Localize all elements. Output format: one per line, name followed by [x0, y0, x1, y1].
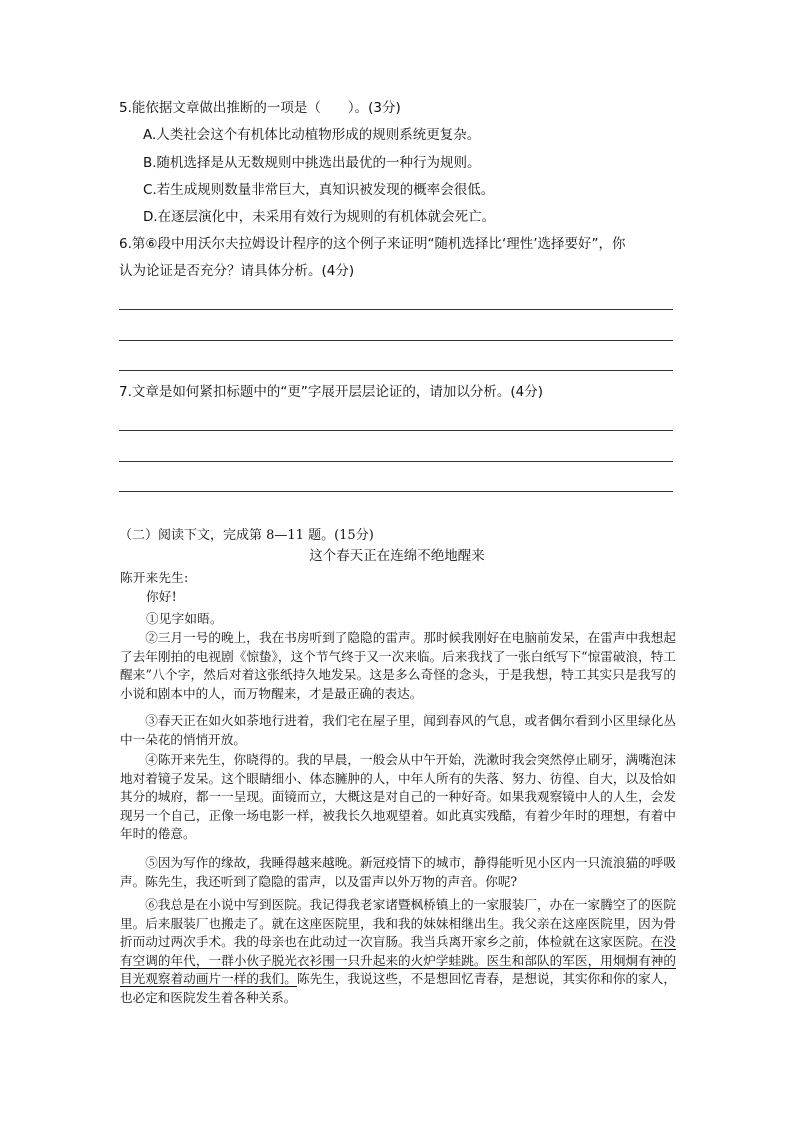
q5-option-d: D.在逐层演化中，未采用有效行为规则的有机体就会死亡。 [143, 209, 496, 225]
answer-line[interactable] [119, 340, 673, 341]
letter-greeting: 你好! [146, 589, 177, 604]
answer-line[interactable] [119, 370, 673, 371]
paragraph-2: ②三月一号的晚上，我在书房听到了隐隐的雷声。那时候我刚好在电脑前发呆，在雷声中我想起了去年刚拍的电视剧《惊蛰》，这个节气终于又一次来临。后来我找了一张白纸写下“惊雷破浪，特工醒来”八个字，然后对着这张纸持久地发呆。这是多么奇怪的念头，于是我想，特工其实只是我写的小说和剧本中的人，而万物醒来，才是最正确的表达。 [120, 630, 676, 701]
q6-stem-line2: 认为论证是否充分？请具体分析。(4分) [119, 263, 355, 279]
answer-line[interactable] [119, 309, 673, 310]
passage-title: 这个春天正在连绵不绝地醒来 [309, 548, 485, 564]
answer-line[interactable] [119, 430, 673, 431]
paragraph-6 [120, 896, 676, 1008]
paragraph-6-text-a: ⑥我总是在小说中写到医院。我记得我老家诸暨枫桥镇上的一家服装厂，办在一家腾空了的医院里。后来服装厂也搬走了。就在这座医院里，我和我的妹妹相继出生。我父亲在这座医院里，因为骨折而动过两次手术。我的母亲也在此动过一次盲肠。我当兵离开家乡之前，体检就在这家医院。 [120, 897, 676, 950]
paragraph-6-text-b: 陈先生，我说这些，不是想回忆青春，是想说，其实你和你的家人，也必定和医院发生着各种关系。 [120, 971, 677, 1005]
answer-line[interactable] [119, 491, 673, 492]
q5-option-a: A.人类社会这个有机体比动植物形成的规则系统更复杂。 [143, 127, 481, 143]
paragraph-5: ⑤因为写作的缘故，我睡得越来越晚。新冠疫情下的城市，静得能听见小区内一只流浪猫的呼吸声。陈先生，我还听到了隐隐的雷声，以及雷声以外万物的声音。你呢? [120, 855, 676, 889]
letter-salutation: 陈开来先生: [120, 570, 189, 585]
q5-option-b: B.随机选择是从无数规则中挑选出最优的一种行为规则。 [143, 155, 481, 171]
paragraph-1: ①见字如晤。 [146, 611, 223, 626]
paragraph-6-underlined: 在没有空调的年代，一群小伙子脱光衣衫围一只升起来的火炉学蛙跳。医生和部队的军医，用炯炯有神的目光观察着动画片一样的我们。 [120, 934, 677, 987]
paragraph-3: ③春天正在如火如荼地行进着，我们宅在屋子里，闻到春风的气息，或者偶尔看到小区里绿化丛中一朵花的悄悄开放。 [120, 713, 676, 747]
q5-option-c: C.若生成规则数量非常巨大，真知识被发现的概率会很低。 [143, 182, 495, 198]
q6-stem-line1: 6.第⑥段中用沃尔夫拉姆设计程序的这个例子来证明“随机选择比‘理性’选择要好”，你 [119, 236, 626, 252]
paragraph-4: ④陈开来先生，你晓得的。我的早晨，一般会从中午开始，洗漱时我会突然停止刷牙，满嘴泡沫地对着镜子发呆。这个眼睛细小、体态臃肿的人，中年人所有的失落、努力、彷徨、自大，以及恰如其分的城府，都一一呈现。面镜而立，大概这是对自己的一种好奇。如果我观察镜中人的人生，会发现另一个自己，正像一场电影一样，被我长久地观望着。如此真实残酷，有着少年时的理想，有着中年时的倦意。 [120, 752, 676, 842]
q5-stem: 5.能依据文章做出推断的一项是（ ）。(3分) [119, 100, 401, 116]
section-intro: （二）阅读下文，完成第 8—11 题。(15分) [119, 528, 374, 543]
answer-line[interactable] [119, 461, 673, 462]
q7-stem: 7.文章是如何紧扣标题中的“更”字展开层层论证的，请加以分析。(4分) [119, 384, 543, 400]
